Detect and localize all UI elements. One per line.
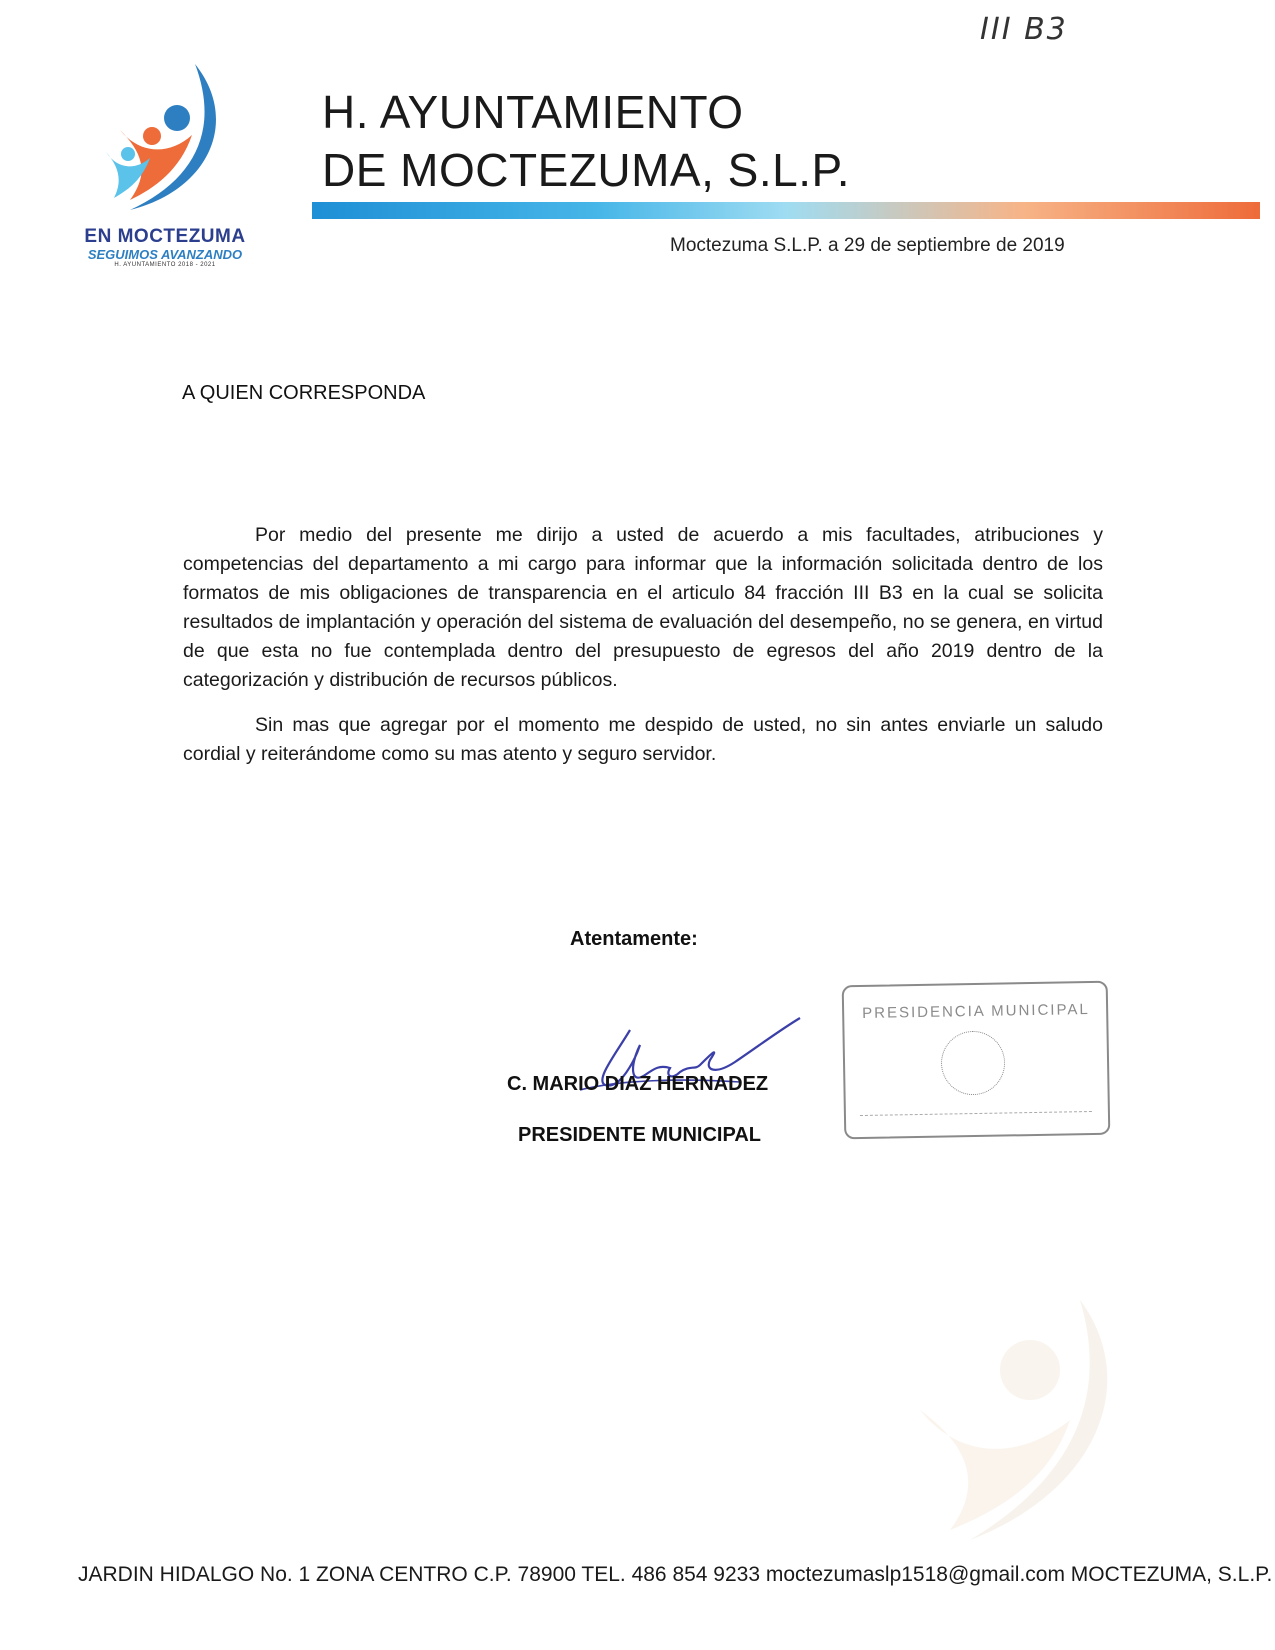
stamp-seal-icon — [940, 1030, 1005, 1095]
official-stamp — [842, 981, 1111, 1140]
footer-contact: JARDIN HIDALGO No. 1 ZONA CENTRO C.P. 78900 TEL. 486 854 9233 moctezumaslp1518@gmail.com MOCTEZUMA, S.L.P. — [78, 1563, 1273, 1586]
letter-date: Moctezuma S.L.P. a 29 de septiembre de 2019 — [670, 235, 1065, 256]
letterhead-title — [322, 83, 850, 199]
letterhead-title-line1: H. AYUNTAMIENTO — [322, 86, 744, 138]
stamp-label: PRESIDENCIA MUNICIPAL — [862, 1001, 1090, 1022]
handwritten-note: III B3 — [980, 12, 1068, 47]
logo-text-slogan: SEGUIMOS AVANZANDO — [87, 247, 243, 262]
logo-figures-icon — [100, 60, 230, 220]
salutation: A QUIEN CORRESPONDA — [182, 382, 426, 404]
logo-text-period: H. AYUNTAMIENTO 2018 - 2021 — [114, 262, 216, 268]
municipal-logo — [70, 60, 260, 270]
closing: Atentamente: — [570, 928, 698, 950]
body-paragraph-2: Sin mas que agregar por el momento me despido de usted, no sin antes enviarle un saludo cordial y reiterándome como su mas atento y seguro servidor. — [183, 714, 1103, 765]
logo-text-primary: EN MOCTEZUMA — [84, 226, 246, 247]
body-paragraph-1: Por medio del presente me dirijo a usted de acuerdo a mis facultades, atribuciones y competencias del departamento a mi cargo para informar que la información solicitada dentro de los formatos de mis obligaciones de transparencia en el articulo 84 fracción III B3 en la cual se solicita resultados de implantación y operación del sistema de evaluación del desempeño, no se genera, en virtud de que esta no fue contemplada dentro del presupuesto de egresos del año 2019 dentro de la categorización y distribución de recursos públicos. — [183, 524, 1103, 691]
signer-role: PRESIDENTE MUNICIPAL — [518, 1124, 761, 1146]
stamp-text-line — [860, 1111, 1092, 1116]
letterhead-title-line2: DE MOCTEZUMA, S.L.P. — [322, 144, 851, 196]
letterhead-color-bar — [312, 202, 1260, 219]
watermark-logo-icon — [880, 1290, 1160, 1550]
signer-name: C. MARIO DIAZ HERNADEZ — [507, 1073, 769, 1095]
